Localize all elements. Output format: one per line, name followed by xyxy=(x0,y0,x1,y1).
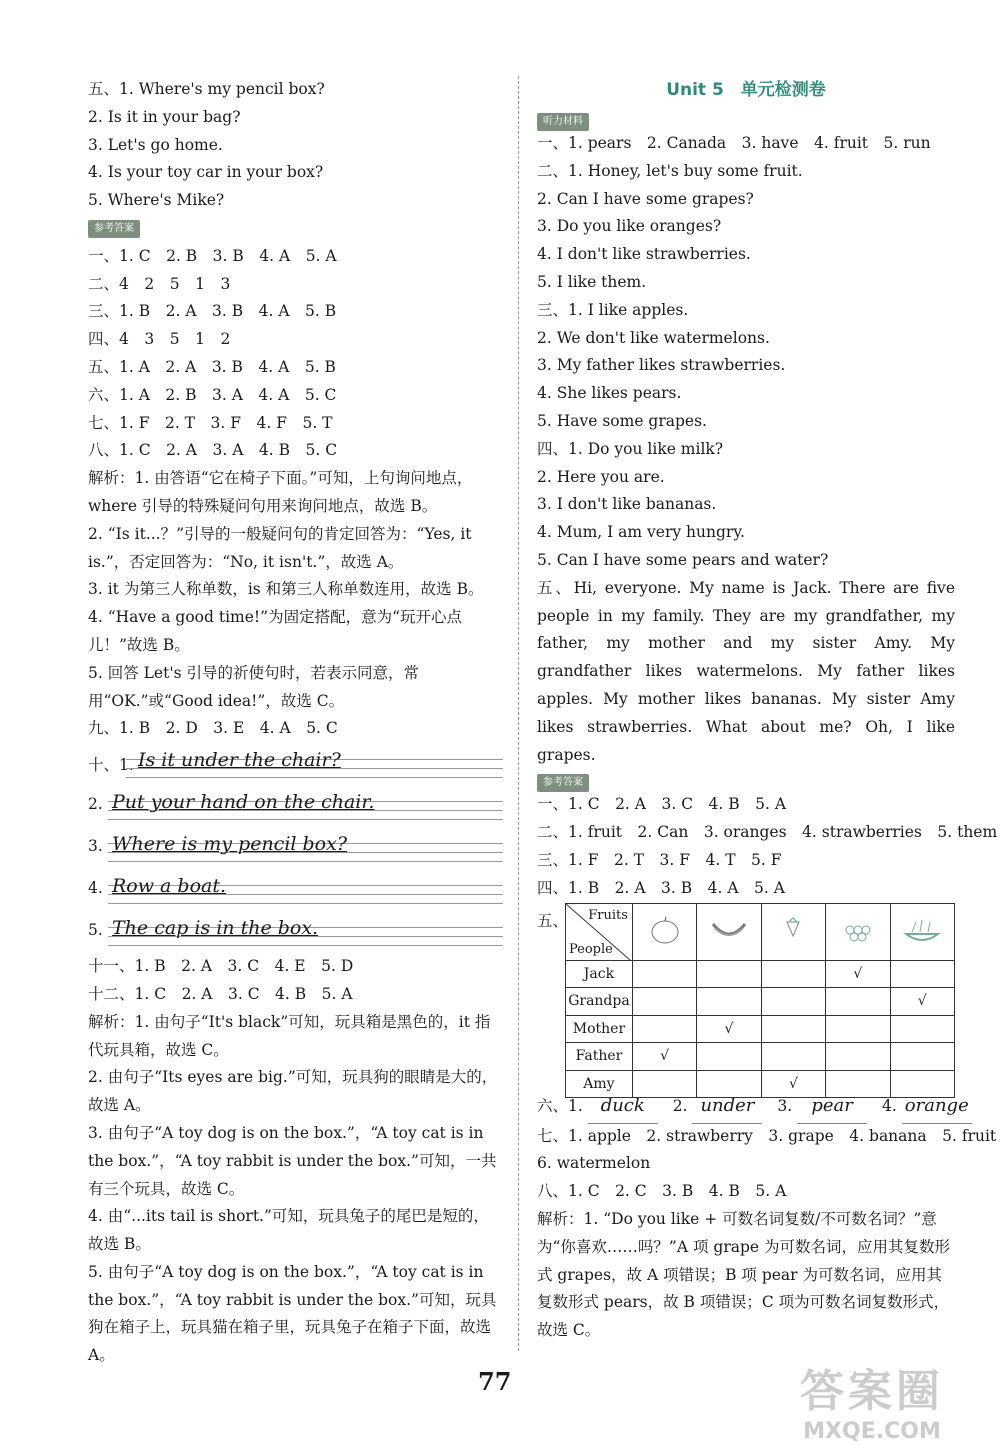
answer-line: 八、1. C 2. A 3. A 4. B 5. C xyxy=(88,441,338,460)
item-num: 3. xyxy=(777,1096,793,1115)
listening-line: 5. Have some grapes. xyxy=(537,411,707,430)
left-column xyxy=(88,76,503,1370)
analysis-para: 4. “Have a good time!”为固定搭配，意为“玩开心点儿！”故选 B。 xyxy=(88,608,462,654)
text-line: 5. Where's Mike? xyxy=(88,191,225,210)
handwritten-word: under xyxy=(692,1089,762,1124)
analysis-para: 5. 回答 Let's 引导的祈使句时，若表示同意，常用“OK.”或“Good idea!”，故选 C。 xyxy=(88,663,419,710)
listening-line: 4. She likes pears. xyxy=(537,384,682,403)
answer-line-nine: 九、1. B 2. D 3. E 4. A 5. C xyxy=(88,719,338,738)
mark-cell xyxy=(697,1070,761,1098)
item-num: 2. xyxy=(672,1096,688,1115)
analysis-para: 2. “Is it...？”引导的一般疑问句的肯定回答为：“Yes, it is.”，否定回答为：“No, it isn't.”，故选 A。 xyxy=(88,524,472,571)
handwriting-block xyxy=(88,743,503,953)
mark-cell: √ xyxy=(826,960,890,988)
listening-tag: 听力材料 xyxy=(537,113,589,131)
mark-cell xyxy=(890,1015,954,1043)
mark-cell xyxy=(826,1070,890,1098)
text-line: 3. Let's go home. xyxy=(88,135,223,154)
section5-lines xyxy=(88,76,503,215)
mark-cell xyxy=(890,1070,954,1098)
item-num: 1. xyxy=(568,1096,583,1115)
analysis-para: 4. 由“...its tail is short.”可知，玩具兔子的尾巴是短的，故选 B。 xyxy=(88,1207,489,1254)
handwriting-row xyxy=(88,911,503,953)
answer-line: 七、1. F 2. T 3. F 4. F 5. T xyxy=(88,413,333,432)
watermelon-icon xyxy=(900,916,944,944)
analysis-para: 解析：1. “Do you like + 可数名词复数/不可数名词？”意为“你喜欢……吗？”A 项 grape 为可数名词，应用其复数形式 grapes，故 A 项错误；B 项 pear 为可数名词，应用其复数形式 pears，故 B 项错误；C 项为可数名词复数形式，故选 C。 xyxy=(537,1209,950,1340)
analysis-para: 2. 由句子“Its eyes are big.”可知，玩具狗的眼睛是大的，故选 A。 xyxy=(88,1068,498,1115)
mark-cell xyxy=(890,1043,954,1071)
handwritten-word: pear xyxy=(797,1089,867,1124)
text-line: 2. Is it in your bag? xyxy=(88,107,241,126)
strawberry-icon xyxy=(771,916,815,944)
item-num: 3. xyxy=(88,837,103,856)
person-name: Mother xyxy=(566,1015,633,1043)
mark-cell xyxy=(890,960,954,988)
apple-icon xyxy=(643,916,687,944)
unit-title: Unit 5 单元检测卷 xyxy=(666,80,826,100)
mark-cell: √ xyxy=(632,1043,696,1071)
handwritten-word: duck xyxy=(588,1089,658,1124)
person-name: Jack xyxy=(566,960,633,988)
section-prefix: 六、 xyxy=(537,1096,569,1115)
answers-block-b xyxy=(88,953,503,1009)
mark-cell xyxy=(761,960,825,988)
analysis-para: 5. 由句子“A toy dog is on the box.”，“A toy cat is in the box.”，“A toy rabbit is under the box.”可知，玩具狗在箱子上，玩具猫在箱子里，玩具兔子在箱子下面，故选 A。 xyxy=(88,1262,497,1365)
fruit-cell-banana xyxy=(697,903,761,960)
handwritten-sentence: Where is my pencil box? xyxy=(112,833,348,856)
mark-cell xyxy=(697,960,761,988)
fruit-cell-watermelon xyxy=(890,903,954,960)
listening-line: 2. Here you are. xyxy=(537,467,665,486)
listening-line: 5. Can I have some pears and water? xyxy=(537,550,829,569)
answer-line: 6. watermelon xyxy=(537,1154,651,1173)
handwritten-sentence: The cap is in the box. xyxy=(112,917,319,940)
fruit-table xyxy=(565,903,955,1099)
answer-line: 三、1. B 2. A 3. B 4. A 5. B xyxy=(88,302,337,321)
analysis-para: 3. 由句子“A toy dog is on the box.”，“A toy cat is in the box.”，“A toy rabbit is under the box.”可知，一共有三个玩具，故选 C。 xyxy=(88,1123,497,1198)
mark-cell xyxy=(697,1043,761,1071)
item-num: 4. xyxy=(88,879,103,898)
mark-cell xyxy=(632,1070,696,1098)
banana-icon xyxy=(707,916,751,944)
right-column xyxy=(537,72,998,1345)
person-name: Grandpa xyxy=(566,988,633,1016)
answer-line: 四、4 3 5 1 2 xyxy=(88,330,231,349)
listening-line: 3. Do you like oranges? xyxy=(537,217,722,236)
passage: 五、Hi, everyone. My name is Jack. There are five people in my family. They are my grandfather, my father, my mother and my sister Amy. My grandfather likes watermelons. My father likes apples. My mother likes bananas. My sister Amy likes strawberries. What about me? Oh, I like grapes. xyxy=(537,578,955,764)
answer-line: 十一、1. B 2. A 3. C 4. E 5. D xyxy=(88,957,354,976)
answer-line: 六、1. A 2. B 3. A 4. A 5. C xyxy=(88,385,337,404)
listening-line: 5. I like them. xyxy=(537,272,647,291)
mark-cell xyxy=(826,1015,890,1043)
answer-line: 一、1. C 2. A 3. C 4. B 5. A xyxy=(537,795,787,814)
answer-line: 二、4 2 5 1 3 xyxy=(88,274,231,293)
section-prefix: 五、 xyxy=(537,911,569,930)
answer-line: 七、1. apple 2. strawberry 3. grape 4. banana 5. fruit xyxy=(537,1126,997,1145)
answer-line-eight: 八、1. C 2. C 3. B 4. B 5. A xyxy=(537,1182,787,1201)
fruit-cell-apple xyxy=(632,903,696,960)
section-prefix: 十、 xyxy=(88,756,120,775)
watermark-url: MXQE.COM xyxy=(803,1419,941,1444)
answer-line: 二、1. fruit 2. Can 3. oranges 4. strawberries 5. them xyxy=(537,823,998,842)
fruit-cell-grapes xyxy=(826,903,890,960)
answers-block-a xyxy=(537,791,998,902)
header-fruits: Fruits xyxy=(588,907,628,923)
listening-line: 四、1. Do you like milk? xyxy=(537,439,724,458)
item-num: 5. xyxy=(88,921,103,940)
listening-line: 一、1. pears 2. Canada 3. have 4. fruit 5. run xyxy=(537,134,931,152)
person-name: Father xyxy=(566,1043,633,1071)
mark-cell: √ xyxy=(697,1015,761,1043)
handwriting-row xyxy=(88,785,503,827)
answer-line: 一、1. C 2. B 3. B 4. A 5. A xyxy=(88,246,337,265)
mark-cell xyxy=(632,960,696,988)
mark-cell: √ xyxy=(761,1070,825,1098)
mark-cell xyxy=(761,1043,825,1071)
text-line: 五、1. Where's my pencil box? xyxy=(88,80,325,98)
column-divider xyxy=(518,76,519,1351)
mark-cell xyxy=(761,988,825,1016)
watermark-main: 答案圈 xyxy=(800,1366,944,1417)
answers-block-a xyxy=(88,243,503,465)
handwriting-row xyxy=(88,743,503,785)
mark-cell xyxy=(632,1015,696,1043)
mark-cell xyxy=(826,1043,890,1071)
handwritten-word: orange xyxy=(902,1089,972,1124)
analysis-para: 解析：1. 由答语“它在椅子下面。”可知，上句询问地点，where 引导的特殊疑问句用来询问地点，故选 B。 xyxy=(88,469,473,515)
listening-line: 4. I don't like strawberries. xyxy=(537,245,751,264)
table-corner-cell xyxy=(566,903,633,960)
text-line: 4. Is your toy car in your box? xyxy=(88,163,324,182)
person-name: Amy xyxy=(566,1070,633,1098)
listening-line: 3. I don't like bananas. xyxy=(537,495,717,514)
handwritten-sentence: Is it under the chair? xyxy=(138,749,341,772)
listening-line: 二、1. Honey, let's buy some fruit. xyxy=(537,161,803,180)
listening-block xyxy=(537,130,955,575)
listening-line: 三、1. I like apples. xyxy=(537,300,689,319)
fruit-cell-strawberry xyxy=(761,903,825,960)
answer-line: 五、1. A 2. A 3. B 4. A 5. B xyxy=(88,357,336,376)
item-num: 1. xyxy=(119,756,134,775)
listening-line: 3. My father likes strawberries. xyxy=(537,356,786,375)
handwritten-sentence: Put your hand on the chair. xyxy=(112,791,375,814)
fruit-table-section xyxy=(537,903,955,1092)
handwriting-row xyxy=(88,869,503,911)
watermark xyxy=(800,1355,944,1444)
analysis-block-2 xyxy=(88,1009,503,1370)
analysis-para: 解析：1. 由句子“It's black”可知，玩具箱是黑色的，it 指代玩具箱，故选 C。 xyxy=(88,1012,491,1059)
listening-line: 4. Mum, I am very hungry. xyxy=(537,523,745,542)
grapes-icon xyxy=(836,916,880,944)
handwriting-row xyxy=(88,827,503,869)
answer-tag: 参考答案 xyxy=(88,220,140,238)
page-number: 77 xyxy=(478,1367,512,1396)
handwritten-sentence: Row a boat. xyxy=(112,875,227,898)
header-people: People xyxy=(569,941,613,957)
listening-line: 2. We don't like watermelons. xyxy=(537,328,770,347)
answer-line: 三、1. F 2. T 3. F 4. T 5. F xyxy=(537,850,782,869)
analysis-block-1 xyxy=(88,465,503,715)
answer-line: 四、1. B 2. A 3. B 4. A 5. A xyxy=(537,878,785,897)
mark-cell xyxy=(826,988,890,1016)
listening-line: 2. Can I have some grapes? xyxy=(537,189,754,208)
mark-cell xyxy=(632,988,696,1016)
analysis-para: 3. it 为第三人称单数，is 和第三人称单数连用，故选 B。 xyxy=(88,580,484,599)
answer-tag: 参考答案 xyxy=(537,774,589,792)
answers-seven xyxy=(537,1123,997,1179)
item-num: 2. xyxy=(88,795,103,814)
answer-line: 十二、1. C 2. A 3. C 4. B 5. A xyxy=(88,984,353,1003)
mark-cell xyxy=(761,1015,825,1043)
mark-cell xyxy=(697,988,761,1016)
mark-cell: √ xyxy=(890,988,954,1016)
item-num: 4. xyxy=(882,1096,897,1115)
